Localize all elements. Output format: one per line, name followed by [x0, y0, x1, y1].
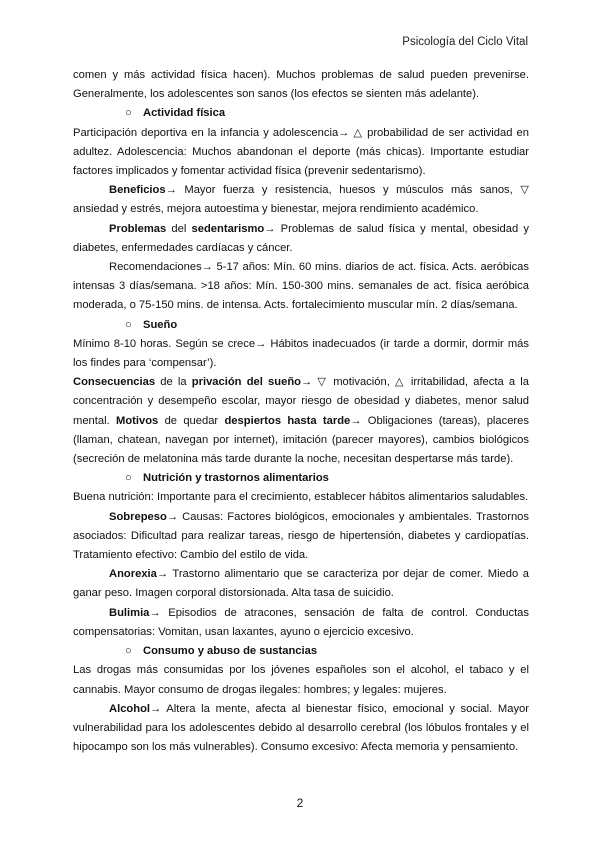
page-number: 2	[296, 796, 304, 810]
anorexia-text: → Trastorno alimentario que se caracteriza por dejar de comer. Miedo a ganar peso. Imagen corporal distorsionada. Alta tasa de suicidio.	[73, 568, 529, 600]
beneficios-paragraph	[73, 181, 529, 219]
problemas-text: → Problemas de salud física y mental, obesidad y diabetes, enfermedades cardíacas y cáncer.	[73, 222, 529, 254]
term-bulimia: Bulimia	[109, 606, 150, 619]
section-heading-actividad	[73, 104, 529, 123]
bullet-icon: ○	[125, 318, 132, 331]
problemas-paragraph	[73, 220, 529, 258]
term-alcohol: Alcohol	[109, 702, 151, 715]
term-problemas: Problemas	[109, 222, 167, 235]
term-despiertos: despiertos hasta tarde	[224, 414, 351, 427]
nutricion-paragraph: Buena nutrición: Importante para el crecimiento, establecer hábitos alimentarios saludables.	[73, 491, 529, 504]
connector-text: de la	[155, 376, 192, 389]
bullet-icon: ○	[125, 645, 132, 658]
beneficios-text: → Mayor fuerza y resistencia, huesos y músculos más sanos, ▽ ansiedad y estrés, mejora autoestima y bienestar, mejora rendimiento académico.	[73, 184, 529, 216]
heading-text: Consumo y abuso de sustancias	[143, 645, 318, 658]
term-sobrepeso: Sobrepeso	[109, 510, 167, 523]
bullet-icon: ○	[125, 472, 132, 485]
bulimia-text: → Episodios de atracones, sensación de falta de control. Conductas compensatorias: Vomitan, usan laxantes, ayuno o ejercicio excesivo.	[73, 606, 529, 638]
sueno-paragraph: Mínimo 8-10 horas. Según se crece→ Hábitos inadecuados (ir tarde a dormir, dormir más los findes para ‘compensar’).	[73, 337, 529, 370]
anorexia-paragraph	[73, 565, 529, 603]
term-sedentarismo: sedentarismo	[191, 222, 265, 235]
term-consecuencias: Consecuencias	[73, 376, 156, 389]
section-heading-consumo	[73, 642, 529, 661]
alcohol-text: → Altera la mente, afecta al bienestar físico, emocional y social. Mayor vulnerabilidad para los adolescentes debido al desarrollo cerebral (los lóbulos frontales y el hipocampo son los más vulnerables). Consumo excesivo: Afecta memoria y pensamiento.	[73, 702, 529, 754]
alcohol-paragraph	[73, 700, 529, 758]
section-heading-sueno	[73, 316, 529, 335]
connector-text: de quedar	[158, 414, 225, 427]
sobrepeso-text: → Causas: Factores biológicos, emocionales y ambientales. Trastornos asociados: Dificultad para realizar tareas, riesgo de hipertensión, diabetes y cardiopatías. Tratamiento efectivo: Cambio del estilo de vida.	[73, 510, 529, 562]
sobrepeso-paragraph	[73, 508, 529, 566]
consumo-paragraph: Las drogas más consumidas por los jóvenes españoles son el alcohol, el tabaco y el cannabis. Mayor consumo de drogas ilegales: hombres; y legales: mujeres.	[73, 664, 529, 696]
term-anorexia: Anorexia	[109, 568, 157, 581]
heading-text: Sueño	[143, 318, 178, 331]
bulimia-paragraph	[73, 604, 529, 642]
actividad-paragraph: Participación deportiva en la infancia y adolescencia→ △ probabilidad de ser actividad en adultez. Adolescencia: Muchos abandonan el deporte (más chicas). Importante estudiar factores implicados y fomentar actividad física (prevenir sedentarismo).	[73, 126, 529, 178]
intro-paragraph: comen y más actividad física hacen). Muchos problemas de salud pueden prevenirse. Generalmente, los adolescentes son sanos (los efectos se sienten más adelante).	[73, 69, 529, 101]
heading-text: Actividad física	[143, 107, 226, 120]
heading-text: Nutrición y trastornos alimentarios	[143, 472, 329, 485]
page-body	[73, 66, 529, 757]
term-beneficios: Beneficios	[109, 184, 166, 197]
term-privacion: privación del sueño	[191, 376, 301, 389]
consecuencias-text: → ▽ motivación, △ irritabilidad, afecta a la concentración y desempeño escolar, mayor riesgo de obesidad y diabetes, menor salud mental.	[73, 376, 529, 427]
consecuencias-paragraph	[73, 373, 529, 469]
running-header: Psicología del Ciclo Vital	[402, 36, 528, 48]
bullet-icon: ○	[125, 107, 132, 120]
section-heading-nutricion	[73, 469, 529, 488]
connector-text: del	[166, 222, 192, 235]
recomendaciones-paragraph: Recomendaciones→ 5-17 años: Mín. 60 mins. diarios de act. física. Acts. aeróbicas intensas 3 días/semana. >18 años: Mín. 150-300 mins. semanales de act. física aeróbica moderada, o 75-150 mins. de intensa. Acts. fortalecimiento muscular mín. 2 días/semana.	[73, 261, 529, 312]
motivos-text: → Obligaciones (tareas), placeres (llaman, chatean, navegan por internet), imitación (parecer mayores), cambios biológicos (secreción de melatonina más tarde durante la noche, necesitan despertarse más tarde).	[73, 414, 529, 466]
term-motivos: Motivos	[116, 414, 159, 427]
